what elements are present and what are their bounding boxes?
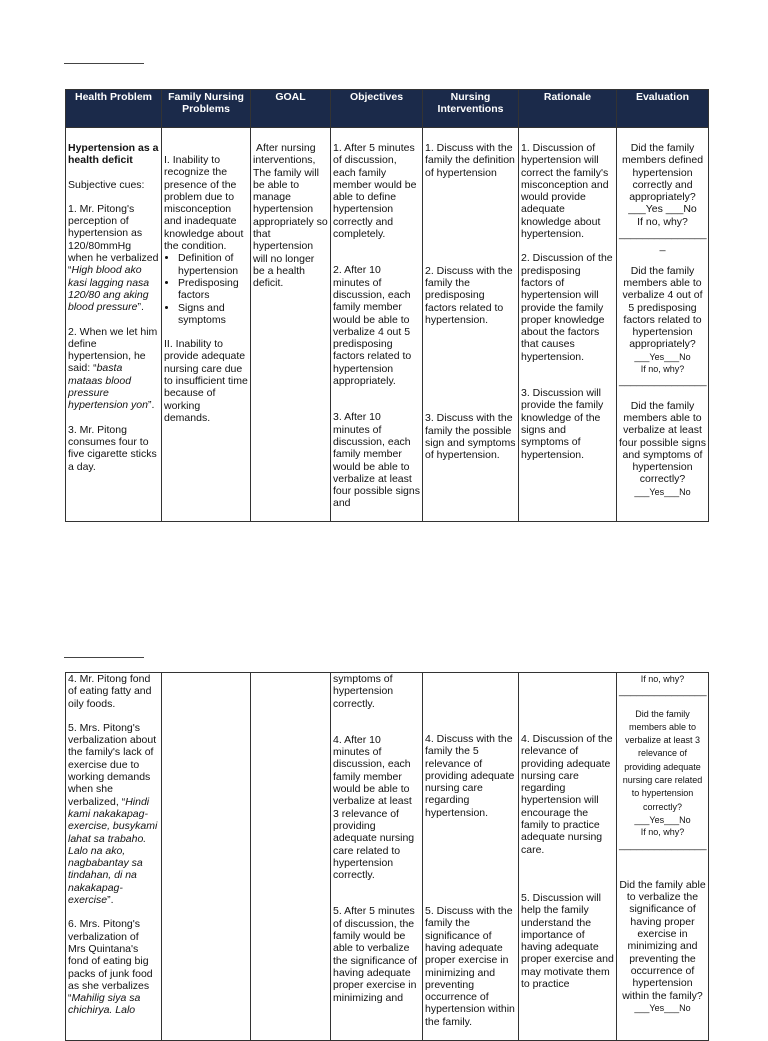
cue-5-text: 5. Mrs. Pitong's verbalization about the family's lack of exercise due to working demands when she verbalized, “ [68, 721, 157, 808]
family-problem-1: I. Inability to recognize the presence of the problem due to misconception and inadequate knowledge about the condition. [164, 154, 244, 253]
cue-1-text: 1. Mr. Pitong's perception of hypertension as 120/80mmHg when he verbalized “ [68, 202, 159, 277]
care-plan-table-page2 [65, 672, 709, 1041]
intervention-5: 5. Discuss with the family the significance of having adequate proper exercise in minimizing and preventing occurrence of hypertension within the family. [425, 905, 515, 1028]
rationale-cell-2 [519, 673, 617, 1041]
list-item: • Predisposing factors [178, 277, 248, 302]
objective-2: 2. After 10 minutes of discussion, each family member would be able to verbalize 4 out 5 predisposing factors related to hypertension appropriately. [333, 264, 412, 388]
evaluation-cell [617, 128, 709, 522]
cue-1-quote: High blood ako kasi lagging nasa 120/80 ang aking blood pressure [68, 264, 150, 314]
table-row [66, 673, 709, 1041]
family-problem-1-list [164, 252, 248, 326]
intervention-3: 3. Discuss with the family the possible sign and symptoms of hypertension. [425, 412, 516, 462]
rationale-2: 2. Discussion of the predisposing factors of hypertension will provide the family proper knowledge about the factors that causes hypertension. [521, 252, 613, 363]
list-item: • Definition of hypertension [178, 252, 248, 277]
evaluation-5: Did the family able to verbalize the significance of having proper exercise in minimizing and preventing the occurrence of hypertension within the family? [619, 878, 706, 1002]
cue-3: 3. Mr. Pitong consumes four to five cigarette sticks a day. [68, 423, 157, 473]
evaluation-cell-2 [617, 673, 709, 1041]
rationale-3: 3. Discussion will provide the family knowledge of the signs and symptoms of hypertension. [521, 387, 604, 461]
evaluation-1: Did the family members defined hypertension correctly and appropriately? [621, 142, 704, 204]
rationale-5: 5. Discussion will help the family understand the importance of having adequate proper exercise and may motivate them to practice [521, 891, 614, 991]
header-goal: GOAL [251, 90, 331, 128]
evaluation-4-line: _______________ [619, 838, 707, 851]
cue-2-text: 2. When we let him define hypertension, he said: “ [68, 325, 158, 375]
cue-5-quote: Hindi kami nakakapag-exercise, busykami lahat sa trabaho. Lalo na ako, nagbabantay sa tindahan, di na nakakapag-exercise [68, 795, 158, 907]
evaluation-4: Did the family members able to verbalize at least 3 relevance of providing adequate nursing care related to hypertension correctly? [622, 708, 703, 812]
intervention-1: 1. Discuss with the family the definition of hypertension [425, 142, 515, 179]
cue-6-text: 6. Mrs. Pitong's verbalization of Mrs Quintana's fond of eating big packs of junk food as she verbalizes “ [68, 918, 153, 1005]
goal-cell-2 [251, 673, 331, 1041]
list-item: • Signs and symptoms [178, 302, 248, 327]
cue-1-end: ”. [137, 301, 144, 314]
objectives-cell-2 [331, 673, 423, 1041]
evaluation-0-line: _______________ [619, 685, 707, 698]
rationale-4: 4. Discussion of the relevance of providing adequate nursing care regarding hypertension will encourage the family to practice adequate nursing care. [521, 733, 613, 856]
evaluation-1-dash: _ [659, 240, 666, 253]
evaluation-4-why: If no, why? [640, 827, 685, 838]
health-problem-cell-2 [66, 673, 162, 1041]
header-health-problem: Health Problem [66, 90, 162, 128]
evaluation-4-yes-no: ___Yes___No [634, 814, 691, 825]
evaluation-2-yes-no: ___Yes___No [634, 351, 691, 362]
health-problem-title: Hypertension as a health deficit [68, 142, 159, 167]
objective-1: 1. After 5 minutes of discussion, each family member would be able to define hypertension correctly and completely. [333, 142, 417, 241]
interventions-cell [423, 128, 519, 522]
rationale-1: 1. Discussion of hypertension will correct the family's misconception and would provide adequate knowledge about hypertension. [521, 142, 609, 241]
cue-1 [68, 203, 159, 314]
evaluation-1-yes-no: ___Yes ___No [628, 203, 697, 216]
evaluation-0-why: If no, why? [640, 674, 685, 684]
objective-5: 5. After 5 minutes of discussion, the family would be able to verbalize the significance of having adequate proper exercise in minimizing and [333, 905, 418, 1004]
intervention-4: 4. Discuss with the family the 5 relevance of providing adequate nursing care regarding hypertension. [425, 733, 515, 819]
family-problems-cell [162, 128, 251, 522]
goal-cell [251, 128, 331, 522]
evaluation-5-yes-no: ___Yes___No [634, 1002, 691, 1013]
header-rationale: Rationale [519, 90, 617, 128]
health-problem-cell [66, 128, 162, 522]
objective-continued: symptoms of hypertension correctly. [333, 673, 394, 710]
cue-2 [68, 326, 159, 412]
intervention-2: 2. Discuss with the family the predisposing factors related to hypertension. [425, 264, 513, 327]
evaluation-1-line: _______________ [619, 228, 707, 241]
evaluation-3: Did the family members able to verbalize at least four possible signs and symptoms of hypertension correctly? [619, 399, 706, 486]
header-objectives: Objectives [331, 90, 423, 128]
family-problem-2: II. Inability to provide adequate nursing care due to insufficient time because of working demands. [164, 338, 248, 424]
goal-text: After nursing interventions, The family will be able to manage hypertension appropriately so that hypertension will no longer be a health deficit. [253, 142, 328, 290]
objective-4: 4. After 10 minutes of discussion, each family member would be able to verbalize at least 3 relevance of providing adequate nursing care related to hypertension correctly. [333, 733, 415, 882]
objective-3: 3. After 10 minutes of discussion, each family member would be able to verbalize at least four possible signs and [333, 411, 420, 510]
cue-5-end: ”. [107, 894, 114, 907]
header-nursing-interventions: Nursing Interventions [423, 90, 519, 128]
page1-top-rule [64, 63, 144, 64]
evaluation-2-line: _______________ [619, 375, 707, 388]
rationale-cell [519, 128, 617, 522]
evaluation-1-why: If no, why? [637, 215, 688, 228]
header-row [66, 90, 709, 128]
cue-2-end: ”. [147, 399, 155, 412]
care-plan-table-page1 [65, 89, 709, 522]
evaluation-2-why: If no, why? [640, 364, 685, 375]
header-evaluation: Evaluation [617, 90, 709, 128]
subjective-cues-label: Subjective cues: [68, 178, 145, 191]
cue-5 [68, 722, 159, 906]
header-family-nursing-problems: Family Nursing Problems [162, 90, 251, 128]
cue-4: 4. Mr. Pitong fond of eating fatty and oily foods. [68, 673, 152, 710]
table-row [66, 128, 709, 522]
cue-6-quote: Mahilig siya sa chichirya. Lalo [68, 992, 141, 1017]
cue-2-quote: basta mataas blood pressure hypertension yon [68, 362, 148, 412]
evaluation-2: Did the family members able to verbalize 4 out of 5 predisposing factors related to hypertension appropriately? [622, 264, 703, 351]
objectives-cell [331, 128, 423, 522]
cue-6 [68, 918, 159, 1016]
evaluation-3-yes-no: ___Yes___No [634, 486, 691, 497]
interventions-cell-2 [423, 673, 519, 1041]
family-problems-cell-2 [162, 673, 251, 1041]
page2-top-rule [64, 657, 144, 658]
